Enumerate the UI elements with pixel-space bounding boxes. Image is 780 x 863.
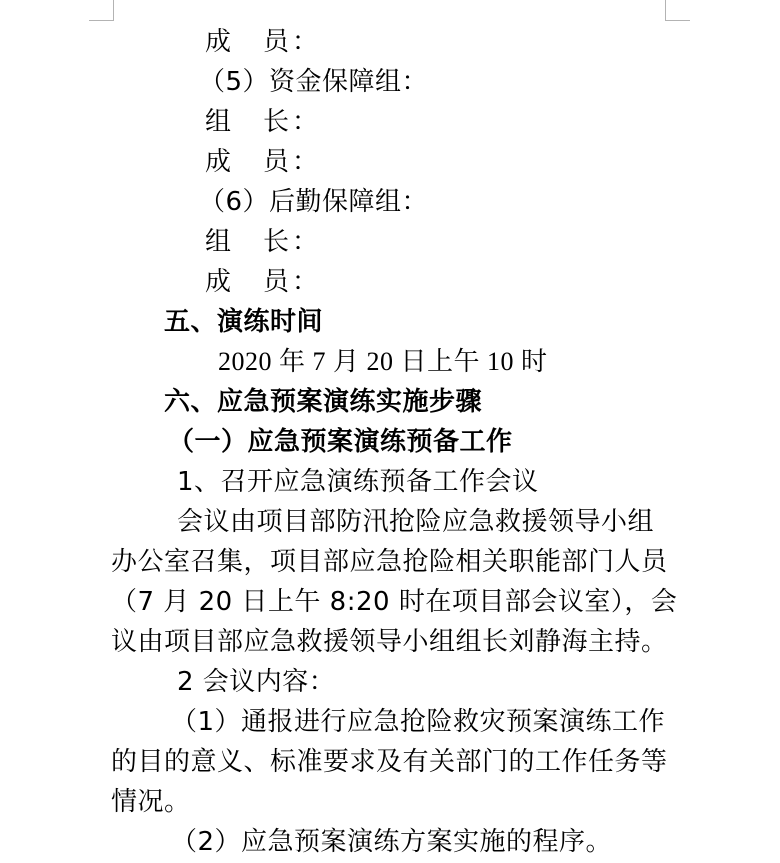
paragraph-item-1-line-1: （1）通报进行应急抢险救灾预案演练工作 [171, 707, 666, 737]
paragraph-meeting-line-3: （7 月 20 日上午 8:20 时在项目部会议室），会 [111, 587, 678, 617]
line-logistics-group: （6）后勤保障组： [199, 187, 429, 217]
page-corner-mark-right [665, 0, 690, 21]
paragraph-meeting-line-4: 议由项目部应急救援领导小组组长刘静海主持。 [111, 627, 668, 657]
heading-preparation-work: （一）应急预案演练预备工作 [168, 427, 513, 457]
line-prep-meeting: 1、召开应急演练预备工作会议 [177, 467, 539, 497]
line-meeting-content: 2 会议内容： [177, 667, 336, 697]
paragraph-meeting-line-1: 会议由项目部防汛抢险应急救援领导小组 [177, 507, 655, 537]
line-leader-5: 组 长： [205, 107, 322, 137]
line-leader-6: 组 长： [205, 227, 322, 257]
line-fund-group: （5）资金保障组： [199, 67, 429, 97]
line-members-4: 成 员： [205, 27, 322, 57]
line-members-5: 成 员： [205, 147, 322, 177]
heading-drill-time: 五、演练时间 [164, 307, 324, 337]
page-corner-mark-left [89, 0, 114, 21]
line-drill-date: 2020 年 7 月 20 日上午 10 时 [218, 347, 548, 376]
paragraph-item-2: （2）应急预案演练方案实施的程序。 [171, 827, 613, 857]
heading-implementation-steps: 六、应急预案演练实施步骤 [164, 387, 483, 417]
paragraph-item-1-line-3: 情况。 [111, 787, 191, 817]
paragraph-meeting-line-2: 办公室召集，项目部应急抢险相关职能部门人员 [111, 547, 668, 577]
paragraph-item-1-line-2: 的目的意义、标准要求及有关部门的工作任务等 [111, 747, 668, 777]
line-members-6: 成 员： [205, 267, 322, 297]
